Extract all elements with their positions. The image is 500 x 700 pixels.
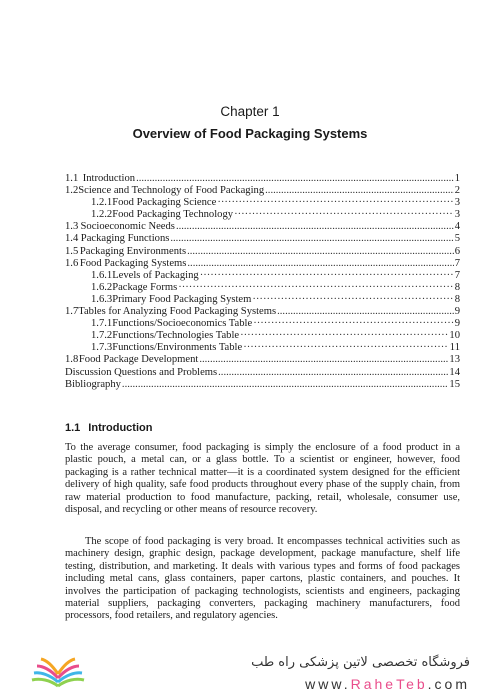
toc-entry[interactable]: [65, 367, 460, 379]
toc-leader-dots: [199, 354, 448, 366]
toc-entry[interactable]: [65, 221, 460, 233]
toc-entry-page: 1: [454, 173, 460, 184]
toc-leader-dots: [252, 294, 453, 306]
toc-entry-page: 9: [454, 306, 460, 318]
section-heading: [65, 422, 152, 434]
toc-leader-dots: [178, 282, 453, 294]
toc-leader-dots: [234, 209, 454, 221]
toc-entry-number: 1.6: [65, 257, 79, 269]
toc-entry[interactable]: [65, 246, 460, 258]
toc-entry[interactable]: [65, 379, 460, 391]
toc-entry-title: Primary Food Packaging System: [112, 293, 252, 305]
toc-entry-number: 1.7: [65, 306, 79, 318]
toc-entry-page: 15: [449, 378, 460, 390]
toc-entry-page: 4: [454, 221, 460, 233]
toc-entry-number: 1.6.1: [91, 269, 113, 281]
toc-entry-page: 3: [454, 197, 460, 209]
toc-entry-title: Package Forms: [112, 281, 178, 293]
url-suffix: .com: [427, 676, 470, 692]
url-accent: RaheTeb: [350, 676, 428, 692]
toc-entry-title: Functions/Socioeconomics Table: [112, 318, 253, 330]
toc-entry[interactable]: [65, 233, 460, 245]
toc-entry-title: Food Packaging Systems: [79, 257, 187, 269]
toc-entry-title: Packaging Functions: [80, 233, 170, 245]
toc-entry-title: Discussion Questions and Problems: [65, 366, 218, 378]
toc-entry[interactable]: [65, 197, 460, 209]
toc-entry-page: 6: [454, 245, 460, 257]
toc-leader-dots: [265, 185, 454, 197]
toc-entry-page: 8: [454, 281, 460, 293]
toc-entry[interactable]: [65, 270, 460, 282]
table-of-contents: [65, 173, 460, 391]
toc-leader-dots: [253, 318, 454, 330]
toc-leader-dots: [243, 342, 449, 354]
toc-leader-dots: [136, 173, 454, 185]
banner-title: فروشگاه تخصصی لاتین پزشکی راه طب: [251, 655, 470, 670]
section-title: Introduction: [88, 422, 153, 434]
toc-entry-number: 1.8: [65, 354, 79, 366]
toc-entry-title: Food Package Development: [78, 354, 199, 366]
section-number: 1.1: [65, 422, 81, 434]
toc-entry-title: Introduction: [82, 173, 136, 184]
toc-entry-number: 1.6.3: [91, 293, 113, 305]
paragraph-1: To the average consumer, food packaging is simply the enclosure of a food product in a plastic pouch, a metal can, or a glass bottle. To a scientist or engineer, however, food packaging is a rather technical matter—it is a coordinated system designed for the efficient delivery of high quality, safe food products throughout every phase of the supply chain, from raw material production to food manufacture, packing, retail, wholesale, consumer use, disposal, and recycling or other means of resource recovery.: [65, 442, 460, 516]
toc-entry-number: 1.3: [65, 221, 79, 233]
toc-entry-number: 1.2.2: [91, 209, 113, 221]
toc-entry-number: 1.7.3: [91, 342, 113, 354]
toc-entry-title: Tables for Analyzing Food Packaging Systems: [78, 306, 277, 318]
toc-entry[interactable]: [65, 354, 460, 366]
toc-leader-dots: [218, 367, 448, 379]
toc-entry[interactable]: [65, 294, 460, 306]
toc-entry-page: 3: [454, 209, 460, 221]
toc-entry-page: 2: [454, 185, 460, 197]
toc-leader-dots: [176, 221, 454, 233]
toc-entry-title: Bibliography: [65, 378, 121, 390]
toc-entry-page: 10: [449, 330, 460, 342]
toc-entry-title: Food Packaging Technology: [112, 209, 234, 221]
toc-entry-title: Packaging Environments: [79, 245, 187, 257]
toc-entry-page: 9: [454, 318, 460, 330]
toc-entry-page: 7: [454, 257, 460, 269]
toc-entry[interactable]: [65, 282, 460, 294]
toc-entry-number: 1.6.2: [91, 281, 113, 293]
toc-entry-page: 7: [454, 269, 460, 281]
toc-entry-page: 8: [454, 293, 460, 305]
toc-entry[interactable]: [65, 330, 460, 342]
toc-entry-number: 1.5: [65, 245, 79, 257]
toc-entry[interactable]: [65, 209, 460, 221]
toc-leader-dots: [187, 246, 454, 258]
toc-entry-title: Food Packaging Science: [112, 197, 217, 209]
toc-entry[interactable]: [65, 306, 460, 318]
toc-entry[interactable]: [65, 173, 460, 185]
toc-entry-title: Socioeconomic Needs: [80, 221, 175, 233]
banner-url[interactable]: [170, 676, 470, 692]
toc-entry-number: 1.2: [65, 185, 79, 197]
toc-leader-dots: [217, 197, 453, 209]
toc-entry[interactable]: [65, 258, 460, 270]
toc-entry-page: 11: [449, 342, 460, 354]
toc-entry-title: Functions/Technologies Table: [112, 330, 240, 342]
toc-entry-title: Levels of Packaging: [112, 269, 199, 281]
book-logo-icon: [28, 650, 88, 690]
toc-leader-dots: [122, 379, 448, 391]
toc-entry-number: 1.7.2: [91, 330, 113, 342]
paragraph-2: The scope of food packaging is very broad. It encompasses technical activities such as machinery design, graphic design, package development, package manufacture, shelf life testing, distribution, and marketing. It deals with various types and forms of food packages including metal cans, glass containers, paper cartons, plastic containers, and pouches. It involves the participation of packaging technologists, scientists and engineers, packaging material suppliers, packaging converters, packaging machinery manufacturers, food processors, food retailers, and regulatory agencies.: [65, 536, 460, 622]
toc-entry-title: Science and Technology of Food Packaging: [78, 185, 265, 197]
toc-entry-number: 1.7.1: [91, 318, 113, 330]
toc-leader-dots: [240, 330, 448, 342]
url-prefix: www.: [305, 676, 351, 692]
toc-entry-number: 1.4: [65, 233, 79, 245]
toc-entry-page: 5: [454, 233, 460, 245]
toc-leader-dots: [200, 270, 454, 282]
toc-entry[interactable]: [65, 342, 460, 354]
toc-entry[interactable]: [65, 185, 460, 197]
toc-entry-number: 1.1: [65, 173, 79, 184]
chapter-label: Chapter 1: [220, 104, 280, 119]
toc-entry-number: 1.2.1: [91, 197, 113, 209]
toc-leader-dots: [187, 258, 453, 270]
toc-entry-title: Functions/Environments Table: [112, 342, 243, 354]
toc-entry[interactable]: [65, 318, 460, 330]
toc-entry-page: 13: [449, 354, 460, 366]
chapter-title: Overview of Food Packaging Systems: [132, 126, 368, 141]
toc-leader-dots: [277, 306, 454, 318]
toc-entry-page: 14: [449, 366, 460, 378]
toc-leader-dots: [170, 233, 453, 245]
